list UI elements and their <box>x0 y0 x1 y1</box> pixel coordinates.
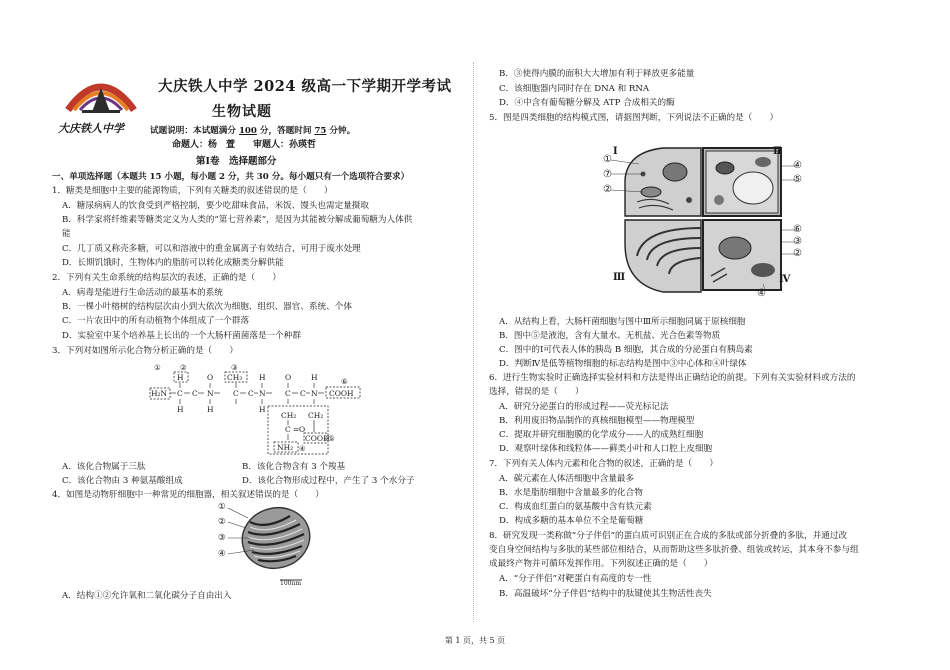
atom-h: H <box>177 373 184 382</box>
option-d: D．④中含有葡萄糖分解及 ATP 合成相关的酶 <box>499 98 675 108</box>
option-a: A．碳元素在人体活细胞中含量最多 <box>499 474 635 484</box>
atom-h: H <box>311 373 318 382</box>
option-b: B．图中⑤是液泡，含有大量水、无机盐、光合色素等物质 <box>499 331 721 341</box>
option-d: D．长期饥饿时，生物体内的脂肪可以转化成糖类分解供能 <box>62 258 284 268</box>
option-c: C．几丁质又称壳多糖，可以和溶液中的重金属离子有效结合，可用于废水处理 <box>62 244 361 254</box>
question-stem: 8．研究发现一类称做“分子伴侣”的蛋白质可识别正在合成的多肽或部分折叠的多肽，并通过改 <box>489 531 848 541</box>
atom-o: O <box>285 373 292 382</box>
option-a: A．结构①②允许氧和二氧化碳分子自由出入 <box>62 591 232 601</box>
group-h2n: H₂N <box>151 389 168 398</box>
atom-h: H <box>259 373 266 382</box>
option-b: B．科学家将纤维素等糖类定义为人类的“第七营养素”，是因为其能被分解成葡萄糖为人体供 <box>62 215 413 225</box>
cell-label-5: ⑤ <box>793 174 802 185</box>
option-c: C．该细胞器内同时存在 DNA 和 RNA <box>499 84 650 94</box>
option-d: D．判断Ⅳ是低等植物细胞的标志结构是图中③中心体和④叶绿体 <box>499 359 747 369</box>
group-nh2: NH₂ <box>277 443 294 452</box>
option-a: A．病毒是能进行生命活动的最基本的系统 <box>62 288 223 298</box>
group-ch2: CH₂ <box>308 411 324 420</box>
atom-c: C <box>285 425 291 434</box>
option-c: C．该化合物由 3 种氨基酸组成 <box>62 476 183 486</box>
atom-o: O <box>299 425 306 434</box>
option-b: B．③使得内膜的面积大大增加有利于释放更多能量 <box>499 69 695 79</box>
scale-bar-label: 100nm <box>280 580 302 587</box>
atom-n: N <box>259 389 266 398</box>
bond-double: = <box>293 425 300 434</box>
option-b: B．一棵小叶榕树的结构层次由小到大依次为细胞、组织、器官、系统、个体 <box>62 302 352 312</box>
cell-label-1: ① <box>603 154 612 165</box>
label-2: ② <box>180 363 187 372</box>
option-a: A．“分子伴侣”对靶蛋白有高度的专一性 <box>499 574 652 584</box>
label-4: ④ <box>299 444 306 453</box>
cell-type-II: Ⅱ <box>773 146 782 157</box>
option-b: B．利用废旧物品制作的真核细胞模型——物理模型 <box>499 416 695 426</box>
cell-label-7: ⑦ <box>603 169 612 180</box>
label-1: ① <box>154 363 161 372</box>
question-stem-cont: 变自身空间结构与多肽的某些部位相结合，从而帮助这些多肽折叠、组装或转运，其本身不参与组 <box>489 545 859 555</box>
option-a: A．该化合物属于三肽 <box>62 462 146 472</box>
group-cooh: COOH <box>329 389 354 398</box>
atom-h: H <box>177 405 184 414</box>
exam-authors: 命题人：杨 萱 审题人：孙瑛哲 <box>172 140 317 150</box>
atom-h: H <box>259 405 266 414</box>
option-d: D．该化合物形成过程中，产生了 3 个水分子 <box>242 476 415 486</box>
mito-label-3: ③ <box>218 533 226 543</box>
mito-label-4: ④ <box>218 549 226 559</box>
question-stem: 7．下列有关人体内元素和化合物的叙述，正确的是（ ） <box>489 459 718 469</box>
cell-label-2b: ② <box>793 248 802 259</box>
atom-h: H <box>207 405 214 414</box>
question-stem: 6．进行生物实验时正确选择实验材料和方法是得出正确结论的前提。下列有关实验材料或方法的 <box>489 373 856 383</box>
label-5: ⑤ <box>328 434 335 443</box>
option-b: B．该化合物含有 3 个羧基 <box>242 462 346 472</box>
exam-info: 试题说明：本试题满分 100 分，答题时间 75 分钟。 <box>150 126 356 136</box>
group-cooh: COOH <box>305 434 330 443</box>
atom-o: O <box>207 373 214 382</box>
atom-n: N <box>311 389 318 398</box>
question-stem: 2．下列有关生命系统的结构层次的表述，正确的是（ ） <box>52 273 281 283</box>
group-ch3: CH₃ <box>227 373 243 382</box>
option-d: D．构成多糖的基本单位不全是葡萄糖 <box>499 516 644 526</box>
section-instructions: 一、单项选择题（本题共 15 小题，每小题 2 分，共 30 分。每小题只有一个选项符合要求） <box>52 172 410 182</box>
cell-label-2: ② <box>603 184 612 195</box>
peptide-structure-figure <box>148 360 368 456</box>
question-stem: 5．图是四类细胞的结构模式图，请据图判断，下列说法不正确的是（ ） <box>489 113 779 123</box>
section-title: 第Ⅰ卷 选择题部分 <box>196 156 277 167</box>
cell-type-III: Ⅲ <box>613 272 626 283</box>
label-3: ③ <box>231 363 238 372</box>
option-c: C．图中的Ⅰ可代表人体的胰岛 B 细胞，其合成的分泌蛋白有胰岛素 <box>499 345 753 355</box>
option-d: D．观察叶绿体和线粒体——藓类小叶和人口腔上皮细胞 <box>499 444 713 454</box>
cell-label-3: ③ <box>793 236 802 247</box>
option-b: B．水是脂肪细胞中含量最多的化合物 <box>499 488 643 498</box>
atom-c: C <box>285 389 291 398</box>
question-stem: 1．糖类是细胞中主要的能源物质，下列有关糖类的叙述错误的是（ ） <box>52 186 333 196</box>
cell-type-I: Ⅰ <box>613 146 618 157</box>
mito-label-2: ② <box>218 517 226 527</box>
cell-type-IV: Ⅳ <box>779 274 791 285</box>
atom-c: C <box>248 389 254 398</box>
option-c: C．提取并研究细胞膜的化学成分——人的成熟红细胞 <box>499 430 704 440</box>
option-a: A．糖尿病病人的饮食受到严格控制，要少吃甜味食品，米饭、馒头也需定量摄取 <box>62 201 369 211</box>
option-a: A．研究分泌蛋白的形成过程——荧光标记法 <box>499 402 669 412</box>
column-separator <box>473 62 475 622</box>
cell-label-6: ⑥ <box>793 224 802 235</box>
question-stem: 3．下列对如图所示化合物分析正确的是（ ） <box>52 346 238 356</box>
question-stem: 4．如图是动物肝细胞中一种常见的细胞器，相关叙述错误的是（ ） <box>52 490 324 500</box>
option-d: D．实验室中某个培养基上长出的一个大肠杆菌菌落是一个种群 <box>62 331 301 341</box>
cell-label-4b: ④ <box>757 288 766 299</box>
group-ch2: CH₂ <box>281 411 297 420</box>
atom-c: C <box>177 389 183 398</box>
question-stem-cont: 成最终产物并可循环发挥作用。下列叙述正确的是（ ） <box>489 559 713 569</box>
mito-label-1: ① <box>218 502 226 512</box>
atom-c: C <box>192 389 198 398</box>
page-subtitle: 生物试题 <box>212 104 272 120</box>
label-6: ⑥ <box>341 377 348 386</box>
page-footer: 第 1 页，共 5 页 <box>444 636 506 645</box>
atom-c: C <box>233 389 239 398</box>
question-stem-cont: 选择，错误的是（ ） <box>489 387 584 397</box>
atom-c: C <box>300 389 306 398</box>
page-title: 大庆铁人中学 2024 级高一下学期开学考试 <box>158 78 452 95</box>
option-b: B．高温破坏“分子伴侣”结构中的肽键使其生物活性丧失 <box>499 589 712 599</box>
option-c: C．一片农田中的所有动植物个体组成了一个群落 <box>62 316 250 326</box>
option-a: A．从结构上看，大肠杆菌细胞与图中Ⅲ所示细胞同属于原核细胞 <box>499 317 746 327</box>
atom-n: N <box>207 389 214 398</box>
cell-structures-figure <box>603 144 803 299</box>
option-c: C．构成血红蛋白的氨基酸中含有铁元素 <box>499 502 652 512</box>
logo-text: 大庆铁人中学 <box>58 122 124 135</box>
cell-label-4: ④ <box>793 160 802 171</box>
option-b-cont: 能 <box>62 229 71 239</box>
mitochondrion-figure <box>218 500 318 588</box>
